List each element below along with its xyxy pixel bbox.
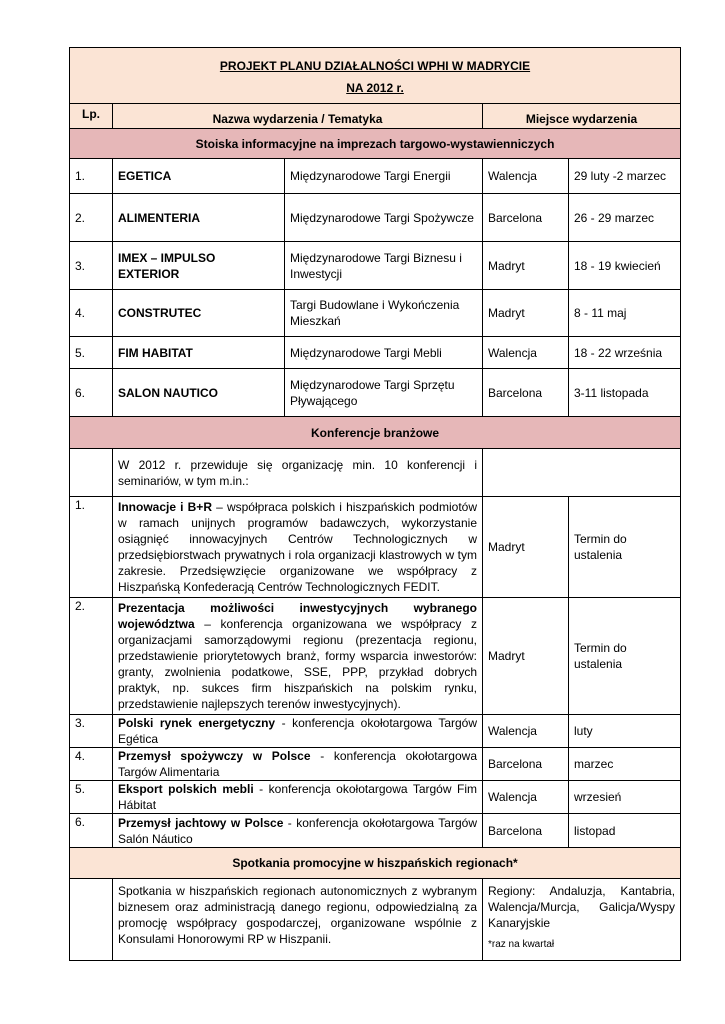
promotion-regions-cell (483, 879, 681, 961)
document-title-cell (70, 48, 681, 104)
event-city: Walencja (483, 159, 569, 194)
row-lp: 1. (70, 159, 113, 194)
row-lp: 5. (70, 337, 113, 369)
table-row (70, 781, 681, 814)
conference-description (113, 781, 483, 814)
header-event-place: Miejsce wydarzenia (483, 104, 681, 129)
event-date: 29 luty -2 marzec (569, 159, 681, 194)
event-name: CONSTRUTEC (113, 290, 285, 337)
conference-text: – współpraca polskich i hiszpańskich podmiotów w ramach unijnych programów badawczych, wykorzystanie osiągnięć innowacyjnych Centrów Technologicznych w przedsiębiorstwach prywatnych i rola organizacji klastrowych w tym zakresie. Przedsięwzięcie organizowane we współpracy z Hiszpańską Konfederacją Centrów Technologicznych FEDIT. (118, 500, 477, 594)
conference-date: Termin do ustalenia (569, 598, 681, 715)
empty-cell (70, 879, 113, 961)
conference-text: - konferencja okołotargowa Targów Salón Náutico (118, 815, 477, 846)
event-topic: Międzynarodowe Targi Sprzętu Pływającego (285, 369, 483, 417)
promotion-description: Spotkania w hiszpańskich regionach autonomicznych z wybranym biznesem oraz administracją danego regionu, odpowiedzialną za promocję współpracy gospodarczej, organizowane wspólnie z Konsulami Honorowymi RP w Hiszpanii. (113, 879, 483, 961)
event-date: 3-11 listopada (569, 369, 681, 417)
plan-table (69, 47, 681, 961)
event-city: Madryt (483, 242, 569, 290)
conference-date: marzec (569, 748, 681, 781)
event-name: SALON NAUTICO (113, 369, 285, 417)
table-row (70, 290, 681, 337)
conferences-intro: W 2012 r. przewiduje się organizację min. 10 konferencji i seminariów, w tym m.in.: (113, 449, 483, 497)
conference-city: Barcelona (483, 814, 569, 848)
conference-text: - konferencja okołotargowa Targów Fim Hábitat (118, 782, 478, 812)
conference-title: Przemysł jachtowy w Polsce (118, 815, 284, 830)
row-lp: 1. (70, 497, 113, 598)
row-lp: 4. (70, 748, 113, 781)
row-lp: 6. (70, 369, 113, 417)
table-row (70, 598, 681, 715)
conference-text: - konferencja okołotargowa Targów Alimentaria (118, 749, 477, 779)
event-topic: Międzynarodowe Targi Spożywcze (285, 194, 483, 242)
conference-date: Termin do ustalenia (569, 497, 681, 598)
event-city: Barcelona (483, 194, 569, 242)
event-topic: Międzynarodowe Targi Biznesu i Inwestycji (285, 242, 483, 290)
conference-date: luty (569, 715, 681, 748)
event-date: 8 - 11 maj (569, 290, 681, 337)
row-lp: 6. (70, 814, 113, 848)
table-row (70, 337, 681, 369)
conference-title: Przemysł spożywczy w Polsce (118, 749, 311, 763)
event-name: IMEX – IMPULSO EXTERIOR (113, 242, 285, 290)
document-title-line1: PROJEKT PLANU DZIAŁALNOŚCI WPHI W MADRYCIE (219, 59, 531, 73)
table-row (70, 369, 681, 417)
header-lp: Lp. (70, 104, 113, 129)
event-date: 18 - 19 kwiecień (569, 242, 681, 290)
conference-description (113, 715, 483, 748)
conference-description (113, 814, 483, 848)
table-row (70, 242, 681, 290)
event-name: EGETICA (113, 159, 285, 194)
empty-cell (483, 449, 681, 497)
row-lp: 2. (70, 598, 113, 715)
conference-city: Walencja (483, 781, 569, 814)
conference-city: Madryt (483, 598, 569, 715)
table-row (70, 715, 681, 748)
event-city: Walencja (483, 337, 569, 369)
conference-city: Walencja (483, 715, 569, 748)
table-row (70, 159, 681, 194)
event-city: Barcelona (483, 369, 569, 417)
row-lp: 3. (70, 242, 113, 290)
event-date: 18 - 22 września (569, 337, 681, 369)
promotion-regions: Regiony: Andaluzja, Kantabria, Walencja/Murcja, Galicja/Wyspy Kanaryjskie (488, 884, 676, 930)
conference-title: Prezentacja możliwości inwestycyjnych wybranego województwa (118, 601, 477, 631)
header-event-name: Nazwa wydarzenia / Tematyka (113, 104, 483, 129)
table-row (70, 194, 681, 242)
conference-date: wrzesień (569, 781, 681, 814)
conference-city: Madryt (483, 497, 569, 598)
row-lp: 2. (70, 194, 113, 242)
conference-description (113, 497, 483, 598)
table-row (70, 748, 681, 781)
event-city: Madryt (483, 290, 569, 337)
conference-date: listopad (569, 814, 681, 848)
conference-text: - konferencja okołotargowa Targów Egética (118, 716, 477, 746)
conference-description (113, 598, 483, 715)
event-topic: Międzynarodowe Targi Energii (285, 159, 483, 194)
row-lp: 4. (70, 290, 113, 337)
conference-title: Polski rynek energetyczny (118, 716, 276, 730)
event-name: ALIMENTERIA (113, 194, 285, 242)
section-conferences-title: Konferencje branżowe (70, 417, 681, 449)
event-name: FIM HABITAT (113, 337, 285, 369)
document-title-line2: NA 2012 r. (346, 81, 404, 95)
conference-text: – konferencja organizowana we współpracy z organizacjami samorządowymi regionu (prezentacja regionu, przedstawienie priorytetowych branż, formy wsparcia inwestorów: granty, zwolnienia podatkowe, SSE, PPP, przykład dobrych praktyk, np. sukces firm hiszpańskich na polskim rynku, przedstawienie najlepszych terenów inwestycyjnych). (118, 617, 477, 711)
promotion-note: *raz na kwartał (488, 939, 555, 950)
empty-cell (70, 449, 113, 497)
conference-title: Eksport polskich mebli (118, 782, 254, 796)
conference-city: Barcelona (483, 748, 569, 781)
table-row (70, 497, 681, 598)
table-row (70, 814, 681, 848)
row-lp: 3. (70, 715, 113, 748)
event-date: 26 - 29 marzec (569, 194, 681, 242)
conference-title: Innowacje i B+R (118, 500, 212, 514)
event-topic: Międzynarodowe Targi Mebli (285, 337, 483, 369)
conference-description (113, 748, 483, 781)
section-trade-fairs-title: Stoiska informacyjne na imprezach targowo-wystawienniczych (70, 129, 681, 159)
row-lp: 5. (70, 781, 113, 814)
event-topic: Targi Budowlane i Wykończenia Mieszkań (285, 290, 483, 337)
section-promotion-title: Spotkania promocyjne w hiszpańskich regionach* (70, 848, 681, 879)
